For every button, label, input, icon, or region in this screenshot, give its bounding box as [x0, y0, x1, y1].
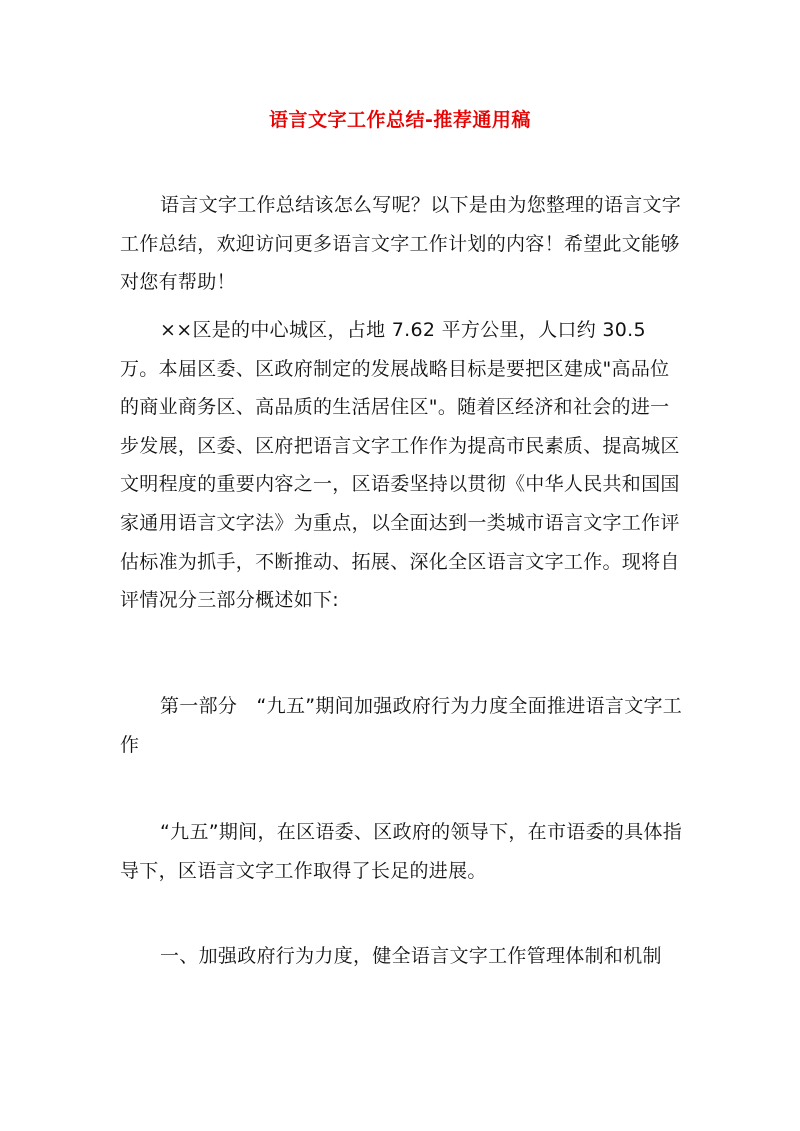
part-one-heading: 第一部分 “九五”期间加强政府行为力度全面推进语言文字工作: [120, 695, 683, 756]
intro-paragraph: 语言文字工作总结该怎么写呢？以下是由为您整理的语言文字工作总结，欢迎访问更多语言文字工作计划的内容！希望此文能够对您有帮助！: [120, 194, 682, 294]
document-title: 语言文字工作总结-推荐通用稿: [269, 109, 531, 131]
ninth-five-year-paragraph: “九五”期间，在区语委、区政府的领导下，在市语委的具体指导下，区语言文字工作取得了长足的进展。: [120, 821, 683, 882]
section-one-heading: 一、加强政府行为力度，健全语言文字工作管理体制和机制: [160, 945, 662, 967]
district-overview-paragraph: ××区是的中心城区，占地 7.62 平方公里，人口约 30.5 万。本届区委、区政府制定的发展战略目标是要把区建成"高品位的商业商务区、高品质的生活居住区"。随着区经济和社会的进一步发展，区委、区府把语言文字工作作为提高市民素质、提高城区文明程度的重要内容之一，区语委坚持以贯彻《中华人民共和国国家通用语言文字法》为重点，以全面达到一类城市语言文字工作评估标准为抓手，不断推动、拓展、深化全区语言文字工作。现将自评情况分三部分概述如下:: [120, 319, 680, 612]
